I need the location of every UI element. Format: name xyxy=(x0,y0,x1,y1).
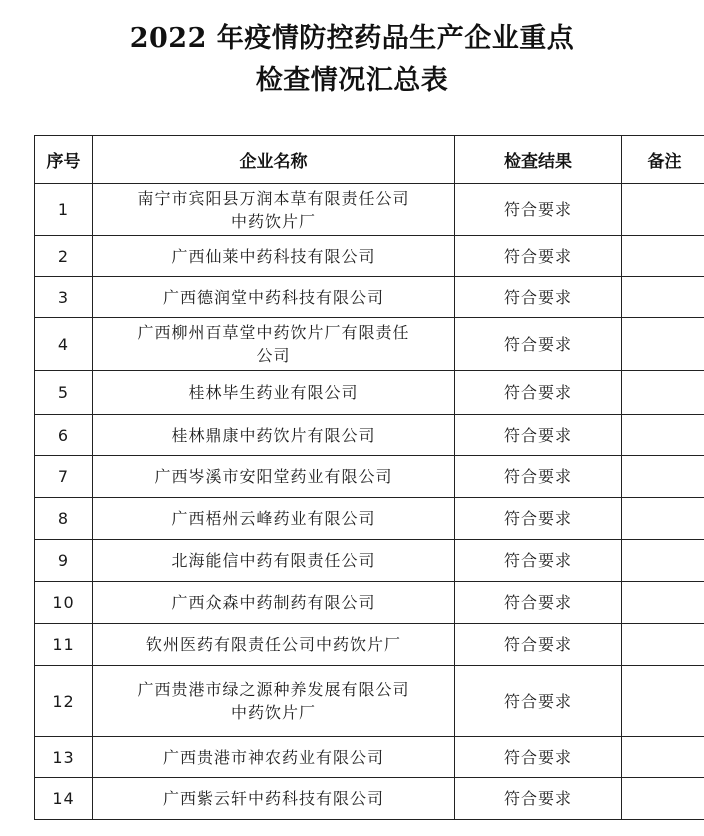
cell-inspection-result: 符合要求 xyxy=(455,540,622,582)
cell-serial-number: 3 xyxy=(35,277,93,318)
cell-serial-number: 11 xyxy=(35,624,93,666)
document-title-line-2: 检查情况汇总表 xyxy=(255,65,449,96)
cell-inspection-result: 符合要求 xyxy=(455,498,622,540)
table-body xyxy=(35,184,704,820)
cell-inspection-result: 符合要求 xyxy=(455,456,622,498)
cell-remarks xyxy=(622,498,704,540)
table-row xyxy=(35,737,704,778)
table-row xyxy=(35,415,704,456)
cell-inspection-result: 符合要求 xyxy=(455,415,622,456)
document-title-line-1: 2022 年疫情防控药品生产企业重点 xyxy=(129,23,575,54)
table-row xyxy=(35,582,704,624)
cell-serial-number: 12 xyxy=(35,666,93,737)
company-name-line: 广西柳州百草堂中药饮片厂有限责任 xyxy=(137,323,410,342)
cell-inspection-result: 符合要求 xyxy=(455,236,622,277)
cell-inspection-result: 符合要求 xyxy=(455,371,622,415)
header-serial-number: 序号 xyxy=(35,136,93,184)
cell-company-name xyxy=(93,277,455,318)
cell-remarks xyxy=(622,778,704,820)
company-name-line: 广西贵港市绿之源种养发展有限公司 xyxy=(137,680,410,699)
table-row xyxy=(35,624,704,666)
table-row xyxy=(35,184,704,236)
cell-company-name xyxy=(93,624,455,666)
cell-inspection-result: 符合要求 xyxy=(455,184,622,236)
cell-company-name xyxy=(93,666,455,737)
cell-company-name xyxy=(93,371,455,415)
company-name-line: 广西岑溪市安阳堂药业有限公司 xyxy=(154,467,393,486)
cell-remarks xyxy=(622,415,704,456)
cell-serial-number: 9 xyxy=(35,540,93,582)
cell-serial-number: 7 xyxy=(35,456,93,498)
header-inspection-result: 检查结果 xyxy=(455,136,622,184)
company-name-line: 广西紫云轩中药科技有限公司 xyxy=(162,789,384,808)
company-name-line: 桂林鼎康中药饮片有限公司 xyxy=(171,425,376,445)
cell-remarks xyxy=(622,318,704,371)
table-row xyxy=(35,456,704,498)
cell-remarks xyxy=(622,666,704,737)
company-name-line: 中药饮片厂 xyxy=(230,211,316,231)
table-row xyxy=(35,498,704,540)
cell-serial-number: 4 xyxy=(35,318,93,371)
company-name-line: 广西梧州云峰药业有限公司 xyxy=(171,509,376,528)
company-name-line: 广西德润堂中药科技有限公司 xyxy=(162,287,384,307)
table-row xyxy=(35,236,704,277)
cell-inspection-result: 符合要求 xyxy=(455,737,622,778)
cell-company-name xyxy=(93,498,455,540)
cell-serial-number: 14 xyxy=(35,778,93,820)
cell-serial-number: 1 xyxy=(35,184,93,236)
cell-remarks xyxy=(622,456,704,498)
cell-inspection-result: 符合要求 xyxy=(455,318,622,371)
header-remarks: 备注 xyxy=(622,136,704,184)
table-row xyxy=(35,666,704,737)
cell-serial-number: 5 xyxy=(35,371,93,415)
cell-company-name xyxy=(93,184,455,236)
cell-company-name xyxy=(93,236,455,277)
cell-company-name xyxy=(93,737,455,778)
company-name-line: 广西仙莱中药科技有限公司 xyxy=(171,246,376,266)
cell-inspection-result: 符合要求 xyxy=(455,778,622,820)
header-company-name: 企业名称 xyxy=(93,136,455,184)
cell-remarks xyxy=(622,277,704,318)
cell-inspection-result: 符合要求 xyxy=(455,277,622,318)
company-name-line: 公司 xyxy=(256,346,291,365)
cell-remarks xyxy=(622,184,704,236)
cell-inspection-result: 符合要求 xyxy=(455,582,622,624)
cell-company-name xyxy=(93,318,455,371)
cell-serial-number: 13 xyxy=(35,737,93,778)
cell-company-name xyxy=(93,582,455,624)
table-row xyxy=(35,318,704,371)
company-name-line: 中药饮片厂 xyxy=(230,703,316,722)
cell-remarks xyxy=(622,582,704,624)
cell-remarks xyxy=(622,236,704,277)
table-row xyxy=(35,540,704,582)
cell-company-name xyxy=(93,778,455,820)
cell-remarks xyxy=(622,540,704,582)
cell-company-name xyxy=(93,456,455,498)
cell-remarks xyxy=(622,371,704,415)
company-name-line: 桂林毕生药业有限公司 xyxy=(188,383,359,402)
table-row xyxy=(35,371,704,415)
table-row xyxy=(35,277,704,318)
company-name-line: 钦州医药有限责任公司中药饮片厂 xyxy=(145,635,401,654)
cell-remarks xyxy=(622,737,704,778)
cell-inspection-result: 符合要求 xyxy=(455,666,622,737)
cell-company-name xyxy=(93,415,455,456)
inspection-summary-table xyxy=(34,135,704,820)
cell-company-name xyxy=(93,540,455,582)
table-header-row xyxy=(35,136,704,184)
company-name-line: 南宁市宾阳县万润本草有限责任公司 xyxy=(137,188,410,208)
cell-serial-number: 10 xyxy=(35,582,93,624)
table-row xyxy=(35,778,704,820)
cell-serial-number: 2 xyxy=(35,236,93,277)
cell-remarks xyxy=(622,624,704,666)
cell-serial-number: 8 xyxy=(35,498,93,540)
company-name-line: 北海能信中药有限责任公司 xyxy=(171,551,376,570)
cell-serial-number: 6 xyxy=(35,415,93,456)
company-name-line: 广西贵港市神农药业有限公司 xyxy=(162,747,384,767)
company-name-line: 广西众森中药制药有限公司 xyxy=(171,593,376,612)
cell-inspection-result: 符合要求 xyxy=(455,624,622,666)
